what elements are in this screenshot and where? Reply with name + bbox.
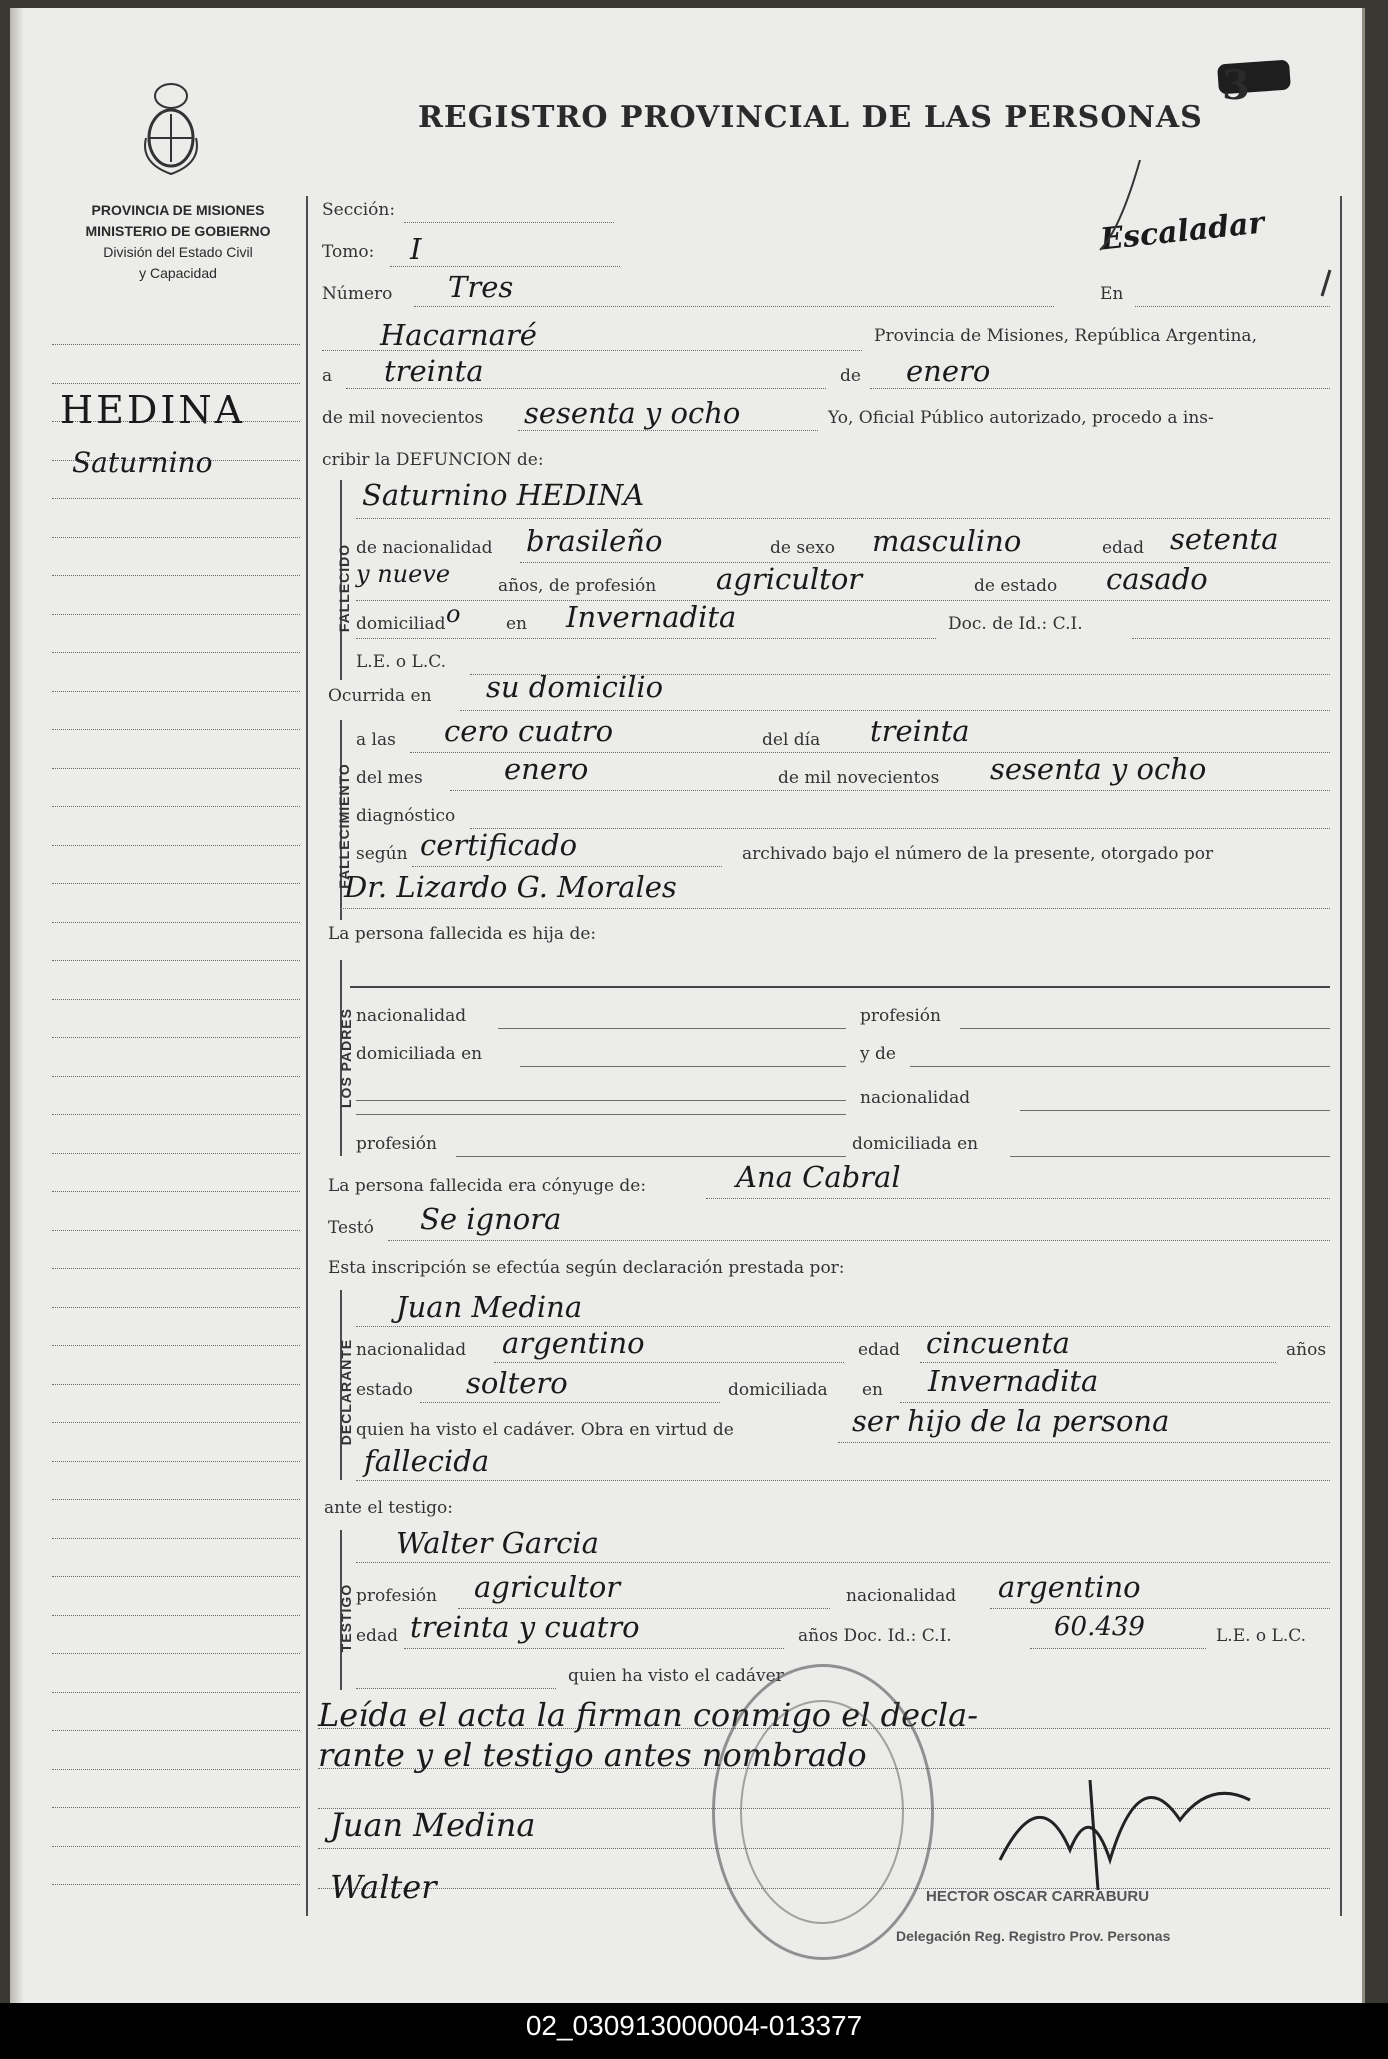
value-ano-fall: sesenta y ocho xyxy=(990,752,1207,786)
section-testigo: TESTIGO xyxy=(338,1583,354,1653)
value-d-edad: cincuenta xyxy=(926,1326,1070,1360)
value-d-domicilio: Invernadita xyxy=(928,1364,1099,1398)
value-dia-fall: treinta xyxy=(870,714,970,748)
margin-given-name: Saturnino xyxy=(72,446,213,479)
section-declarante: DECLARANTE xyxy=(338,1338,354,1446)
margin-ruled-line xyxy=(52,768,300,769)
label-del-mes: del mes xyxy=(356,768,423,788)
ministry-province: PROVINCIA DE MISIONES xyxy=(91,202,265,218)
section-fallecimiento: FALLECIMIENTO xyxy=(336,763,352,889)
value-hora: cero cuatro xyxy=(444,714,614,748)
label-nacionalidad: de nacionalidad xyxy=(356,538,493,558)
label-edad: edad xyxy=(1102,538,1144,558)
margin-ruled-line xyxy=(52,614,300,615)
line-numero xyxy=(414,306,1054,307)
line-fallecido-nombre xyxy=(356,518,1330,519)
margin-ruled-line xyxy=(52,1191,300,1192)
line-t-profesion xyxy=(458,1608,830,1609)
label-t-edad: edad xyxy=(356,1626,398,1646)
line-nacionalidad xyxy=(520,562,1330,563)
margin-ruled-line xyxy=(52,1230,300,1231)
margin-surname: HEDINA xyxy=(60,388,246,432)
value-ano: sesenta y ocho xyxy=(524,396,741,430)
official-stamp-inner xyxy=(740,1700,904,1924)
margin-ruled-line xyxy=(52,1076,300,1077)
margin-ruled-line xyxy=(52,652,300,653)
ministry-name: MINISTERIO DE GOBIERNO xyxy=(85,223,271,239)
line-conyuge xyxy=(706,1198,1330,1199)
label-numero: Número xyxy=(322,284,393,304)
line-p-nacionalidad2 xyxy=(1020,1110,1330,1111)
label-archivado: archivado bajo el número de la presente, otorgado por xyxy=(742,844,1214,864)
label-d-domiciliada: domiciliada xyxy=(728,1380,828,1400)
value-fallecido-nombre: Saturnino HEDINA xyxy=(362,478,645,512)
value-dia: treinta xyxy=(384,354,484,388)
line-en xyxy=(1135,306,1330,307)
value-domiciliado-suffix: o xyxy=(446,600,461,628)
value-d-estado: soltero xyxy=(466,1366,568,1400)
margin-divider xyxy=(306,196,308,1916)
line-obra-2 xyxy=(356,1480,1330,1481)
section-padres: LOS PADRES xyxy=(338,1008,354,1108)
line-d-nacionalidad xyxy=(494,1362,844,1363)
line-mes xyxy=(870,388,1330,389)
value-ocurrida: su domicilio xyxy=(486,670,664,704)
margin-ruled-line xyxy=(52,1461,300,1462)
value-obra-2: fallecida xyxy=(364,1444,490,1478)
line-ano xyxy=(518,430,818,431)
margin-ruled-line xyxy=(52,1538,300,1539)
line-lugar xyxy=(322,350,862,351)
line-p-y-de xyxy=(910,1066,1330,1067)
officer-name: HECTOR OSCAR CARRABURU xyxy=(926,1888,1150,1905)
value-edad-2: y nueve xyxy=(356,560,451,588)
label-doc-id: Doc. de Id.: C.I. xyxy=(948,614,1083,634)
value-domicilio: Invernadita xyxy=(566,600,737,634)
line-p-extra xyxy=(356,1100,846,1101)
line-diagnostico xyxy=(470,828,1330,829)
folio-number: 3 xyxy=(1222,62,1250,109)
label-testo: Testó xyxy=(328,1218,374,1238)
label-le-lc: L.E. o L.C. xyxy=(356,652,447,672)
value-t-profesion: agricultor xyxy=(474,1570,621,1604)
line-medico xyxy=(340,908,1330,909)
book-spine xyxy=(10,8,24,2003)
label-domiciliado: domiciliad xyxy=(356,614,446,634)
label-de: de xyxy=(840,366,861,386)
label-de-mil-2: de mil novecientos xyxy=(778,768,940,788)
label-t-quien: quien ha visto el cadáver xyxy=(568,1666,784,1686)
label-ante-testigo: ante el testigo: xyxy=(324,1498,454,1518)
value-t-ci: 60.439 xyxy=(1054,1612,1145,1642)
value-mes: enero xyxy=(906,354,991,388)
label-segun: según xyxy=(356,844,408,864)
line-tomo xyxy=(390,266,620,267)
margin-ruled-line xyxy=(52,1769,300,1770)
margin-ruled-line xyxy=(52,883,300,884)
line-seccion xyxy=(404,222,614,223)
label-p-domiciliada: domiciliada en xyxy=(356,1044,483,1064)
label-de-mil: de mil novecientos xyxy=(322,408,484,428)
value-t-edad: treinta y cuatro xyxy=(410,1610,640,1644)
label-conyuge: La persona fallecida era cónyuge de: xyxy=(328,1176,647,1196)
line-p-nacionalidad xyxy=(498,1028,846,1029)
label-p-domiciliada2: domiciliada en xyxy=(852,1134,979,1154)
margin-ruled-line xyxy=(52,691,300,692)
label-p-profesion2: profesión xyxy=(356,1134,437,1154)
margin-ruled-line xyxy=(52,729,300,730)
margin-ruled-line xyxy=(52,1268,300,1269)
line-profesion xyxy=(356,600,1330,601)
margin-ruled-line xyxy=(52,999,300,1000)
label-t-profesion: profesión xyxy=(356,1586,437,1606)
margin-ruled-line xyxy=(52,806,300,807)
label-hija-de: La persona fallecida es hija de: xyxy=(328,924,597,944)
image-identifier: 02_030913000004-013377 xyxy=(525,2010,863,2041)
label-seccion: Sección: xyxy=(322,200,396,220)
value-medico: Dr. Lizardo G. Morales xyxy=(344,870,677,904)
value-testo: Se ignora xyxy=(420,1202,562,1236)
ministry-capacity: y Capacidad xyxy=(139,265,217,281)
label-p-nacionalidad: nacionalidad xyxy=(356,1006,467,1026)
label-d-edad: edad xyxy=(858,1340,900,1360)
label-p-y-de: y de xyxy=(860,1044,896,1064)
line-segun xyxy=(412,866,722,867)
margin-ruled-line xyxy=(52,1345,300,1346)
margin-ruled-line xyxy=(52,1422,300,1423)
label-d-en: en xyxy=(862,1380,884,1400)
line-dia xyxy=(346,388,826,389)
line-doc-id xyxy=(1132,638,1330,639)
label-cribir: cribir la DEFUNCION de: xyxy=(322,450,544,470)
value-t-nacionalidad: argentino xyxy=(998,1570,1141,1604)
line-d-domicilio xyxy=(900,1402,1330,1403)
value-nacionalidad: brasileño xyxy=(526,524,663,558)
value-edad-1: setenta xyxy=(1170,522,1279,556)
line-testo xyxy=(388,1240,1330,1241)
line-t-nacionalidad xyxy=(990,1608,1330,1609)
right-border xyxy=(1340,196,1342,1916)
margin-ruled-line xyxy=(52,960,300,961)
label-estado: de estado xyxy=(974,576,1058,596)
line-d-estado xyxy=(420,1402,720,1403)
line-mes-fall xyxy=(450,790,1330,791)
value-profesion: agricultor xyxy=(716,562,863,596)
line-ocurrida xyxy=(460,710,1330,711)
line-p-domiciliada xyxy=(520,1066,846,1067)
value-segun: certificado xyxy=(420,828,578,862)
line-padre-nombre xyxy=(350,986,1330,988)
ministry-block xyxy=(48,200,308,284)
register-title: REGISTRO PROVINCIAL DE LAS PERSONAS xyxy=(418,100,1203,135)
label-a: a xyxy=(322,366,333,386)
value-tomo: I xyxy=(410,232,422,266)
annotation-handwritten: Escaladar xyxy=(1098,205,1266,258)
line-t-ci xyxy=(1030,1648,1206,1649)
margin-ruled-line xyxy=(52,922,300,923)
label-domiciliado-en: en xyxy=(506,614,528,634)
margin-ruled-line xyxy=(52,1615,300,1616)
delegation-name: Delegación Reg. Registro Prov. Personas xyxy=(896,1928,1171,1944)
line-domicilio xyxy=(356,638,936,639)
line-p-profesion2 xyxy=(456,1156,846,1157)
label-d-nacionalidad: nacionalidad xyxy=(356,1340,467,1360)
official-signature xyxy=(980,1740,1270,1900)
value-sexo: masculino xyxy=(872,524,1022,558)
margin-ruled-line xyxy=(52,1807,300,1808)
value-mes-fall: enero xyxy=(504,752,589,786)
margin-ruled-line xyxy=(52,1153,300,1154)
line-d-edad xyxy=(920,1362,1276,1363)
line-t-quien-left xyxy=(356,1688,556,1689)
margin-ruled-line xyxy=(52,1884,300,1885)
annotation-stroke xyxy=(1060,120,1360,300)
margin-ruled-line xyxy=(52,845,300,846)
value-conyuge: Ana Cabral xyxy=(736,1160,901,1194)
label-ocurrida: Ocurrida en xyxy=(328,686,432,706)
label-anos-profesion: años, de profesión xyxy=(498,576,657,596)
value-testigo: Walter Garcia xyxy=(396,1526,599,1560)
margin-ruled-line xyxy=(52,1730,300,1731)
margin-ruled-line xyxy=(52,1307,300,1308)
label-t-nacionalidad: nacionalidad xyxy=(846,1586,957,1606)
label-sexo: de sexo xyxy=(770,538,835,558)
line-obra-1 xyxy=(838,1442,1330,1443)
label-p-profesion: profesión xyxy=(860,1006,941,1026)
margin-ruled-line xyxy=(52,1384,300,1385)
margin-ruled-line xyxy=(52,575,300,576)
signature-testigo: Walter xyxy=(330,1868,437,1906)
margin-ruled-line xyxy=(52,1692,300,1693)
margin-ruled-line xyxy=(52,383,300,384)
margin-ruled-line xyxy=(52,1114,300,1115)
line-p-profesion xyxy=(960,1028,1330,1029)
margin-ruled-line xyxy=(52,344,300,345)
label-p-nacionalidad2: nacionalidad xyxy=(860,1088,971,1108)
margin-ruled-line xyxy=(52,1653,300,1654)
label-t-le-lc: L.E. o L.C. xyxy=(1216,1626,1307,1646)
label-provincia: Provincia de Misiones, República Argentina, xyxy=(874,326,1257,346)
margin-ruled-line xyxy=(52,537,300,538)
line-p-extra2 xyxy=(356,1114,846,1115)
ministry-division: División del Estado Civil xyxy=(103,244,253,260)
label-esta-inscripcion: Esta inscripción se efectúa según declaración prestada por: xyxy=(328,1258,845,1278)
line-testigo xyxy=(356,1562,1330,1563)
margin-ruled-line xyxy=(52,1037,300,1038)
signature-declarante: Juan Medina xyxy=(330,1806,536,1844)
value-lugar: Hacarnaré xyxy=(380,318,537,352)
margin-ruled-line xyxy=(52,498,300,499)
label-a-las: a las xyxy=(356,730,396,750)
line-p-domiciliada2 xyxy=(1010,1156,1330,1157)
value-cierre-1: Leída el acta la firman conmigo el decla- xyxy=(318,1696,979,1734)
label-d-estado: estado xyxy=(356,1380,413,1400)
value-d-nacionalidad: argentino xyxy=(502,1326,645,1360)
argentine-coat-of-arms-icon xyxy=(136,78,206,178)
label-quien-cadaver: quien ha visto el cadáver. Obra en virtud de xyxy=(356,1420,734,1440)
value-cierre-2: rante y el testigo antes nombrado xyxy=(318,1736,867,1774)
value-declarante: Juan Medina xyxy=(396,1290,583,1324)
label-tomo: Tomo: xyxy=(322,242,375,262)
label-t-anos-doc: años Doc. Id.: C.I. xyxy=(798,1626,952,1646)
value-obra-1: ser hijo de la persona xyxy=(852,1404,1170,1438)
label-d-anos: años xyxy=(1286,1340,1327,1360)
value-estado: casado xyxy=(1106,562,1208,596)
margin-ruled-line xyxy=(52,1846,300,1847)
margin-ruled-line xyxy=(52,1499,300,1500)
label-yo-oficial: Yo, Oficial Público autorizado, procedo a ins- xyxy=(828,408,1214,428)
section-fallecido: FALLECIDO xyxy=(336,543,352,633)
value-numero: Tres xyxy=(448,270,514,304)
line-t-edad xyxy=(404,1648,784,1649)
margin-ruled-line xyxy=(52,1576,300,1577)
label-en: En xyxy=(1100,284,1124,304)
label-diagnostico: diagnóstico xyxy=(356,806,456,826)
label-del-dia: del día xyxy=(762,730,821,750)
